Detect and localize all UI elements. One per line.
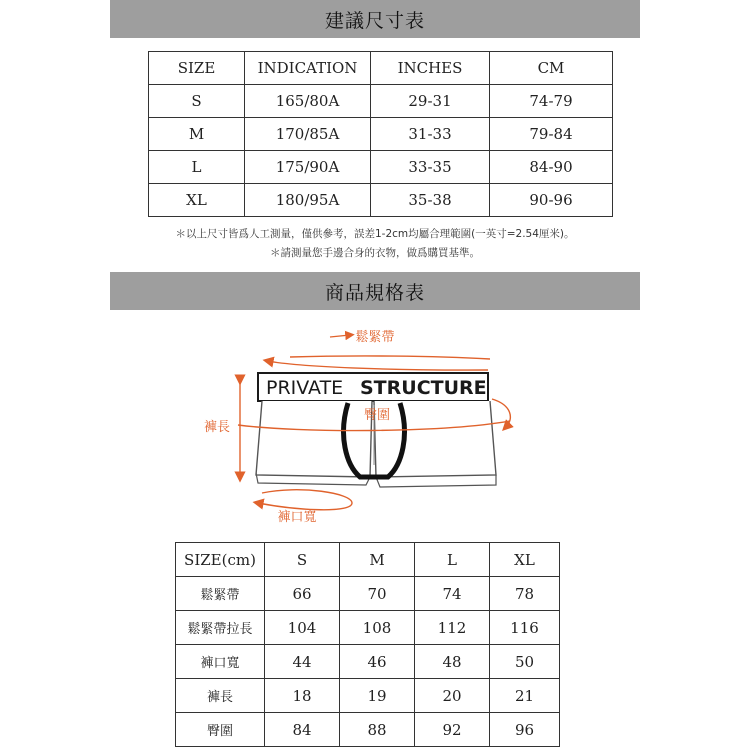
value-cell: 78 <box>490 577 560 611</box>
value-cell: 21 <box>490 679 560 713</box>
table-row <box>176 611 560 645</box>
indication-cell: 180/95A <box>245 184 371 217</box>
value-cell: 84 <box>265 713 340 747</box>
value-cell: 108 <box>340 611 415 645</box>
value-cell: 18 <box>265 679 340 713</box>
table-header-row <box>176 543 560 577</box>
inches-cell: 33-35 <box>371 151 490 184</box>
leg-label: 褲口寬 <box>277 510 317 525</box>
cm-cell: 84-90 <box>490 151 613 184</box>
value-cell: 88 <box>340 713 415 747</box>
inches-cell: 29-31 <box>371 85 490 118</box>
header-m: M <box>340 543 415 577</box>
header-xl: XL <box>490 543 560 577</box>
spec-chart-title: 商品規格表 <box>324 281 425 304</box>
value-cell: 46 <box>340 645 415 679</box>
inches-cell: 35-38 <box>371 184 490 217</box>
value-cell: 92 <box>415 713 490 747</box>
spec-chart-table <box>175 542 560 747</box>
underwear-diagram <box>0 315 750 535</box>
inches-cell: 31-33 <box>371 118 490 151</box>
spec-chart-title-banner <box>110 272 640 310</box>
header-inches: INCHES <box>371 52 490 85</box>
value-cell: 19 <box>340 679 415 713</box>
value-cell: 66 <box>265 577 340 611</box>
table-row <box>149 85 613 118</box>
table-header-row <box>149 52 613 85</box>
value-cell: 20 <box>415 679 490 713</box>
cm-cell: 74-79 <box>490 85 613 118</box>
table-row <box>176 645 560 679</box>
leg-measure-ellipse <box>258 490 352 510</box>
table-row <box>176 713 560 747</box>
measurement-note: ＊以上尺寸皆爲人工測量，僅供參考，誤差1-2cm均屬合理範圍(一英寸=2.54厘米)。 <box>175 228 575 240</box>
value-cell: 44 <box>265 645 340 679</box>
size-cell: S <box>149 85 245 118</box>
header-size-cm: SIZE(cm) <box>176 543 265 577</box>
size-cell: XL <box>149 184 245 217</box>
waist-arrow <box>330 335 350 337</box>
row-label: 褲長 <box>176 679 265 713</box>
cm-cell: 79-84 <box>490 118 613 151</box>
length-label: 褲長 <box>203 420 231 435</box>
table-row <box>149 184 613 217</box>
cm-cell: 90-96 <box>490 184 613 217</box>
value-cell: 104 <box>265 611 340 645</box>
header-size: SIZE <box>149 52 245 85</box>
row-label: 鬆緊帶拉長 <box>176 611 265 645</box>
row-label: 褲口寬 <box>176 645 265 679</box>
waist-measure-ellipse <box>268 356 490 370</box>
brand-logo-regular: PRIVATE <box>266 377 344 399</box>
table-row <box>176 679 560 713</box>
table-row <box>149 151 613 184</box>
value-cell: 70 <box>340 577 415 611</box>
table-row <box>176 577 560 611</box>
table-row <box>149 118 613 151</box>
size-cell: L <box>149 151 245 184</box>
value-cell: 50 <box>490 645 560 679</box>
waist-label: 鬆緊帶 <box>355 330 395 345</box>
value-cell: 48 <box>415 645 490 679</box>
hip-label: 臀圍 <box>363 408 391 423</box>
size-cell: M <box>149 118 245 151</box>
header-indication: INDICATION <box>245 52 371 85</box>
value-cell: 96 <box>490 713 560 747</box>
header-s: S <box>265 543 340 577</box>
indication-cell: 170/85A <box>245 118 371 151</box>
indication-cell: 175/90A <box>245 151 371 184</box>
value-cell: 116 <box>490 611 560 645</box>
size-chart-title: 建議尺寸表 <box>324 9 425 32</box>
header-cm: CM <box>490 52 613 85</box>
indication-cell: 165/80A <box>245 85 371 118</box>
value-cell: 112 <box>415 611 490 645</box>
value-cell: 74 <box>415 577 490 611</box>
header-l: L <box>415 543 490 577</box>
size-chart-title-banner <box>110 0 640 38</box>
purchase-note: ＊請測量您手邊合身的衣物，做爲購買基準。 <box>270 247 480 259</box>
brand-logo-bold: STRUCTURE <box>360 377 487 399</box>
row-label: 鬆緊帶 <box>176 577 265 611</box>
row-label: 臀圍 <box>176 713 265 747</box>
size-chart-table <box>148 51 613 217</box>
